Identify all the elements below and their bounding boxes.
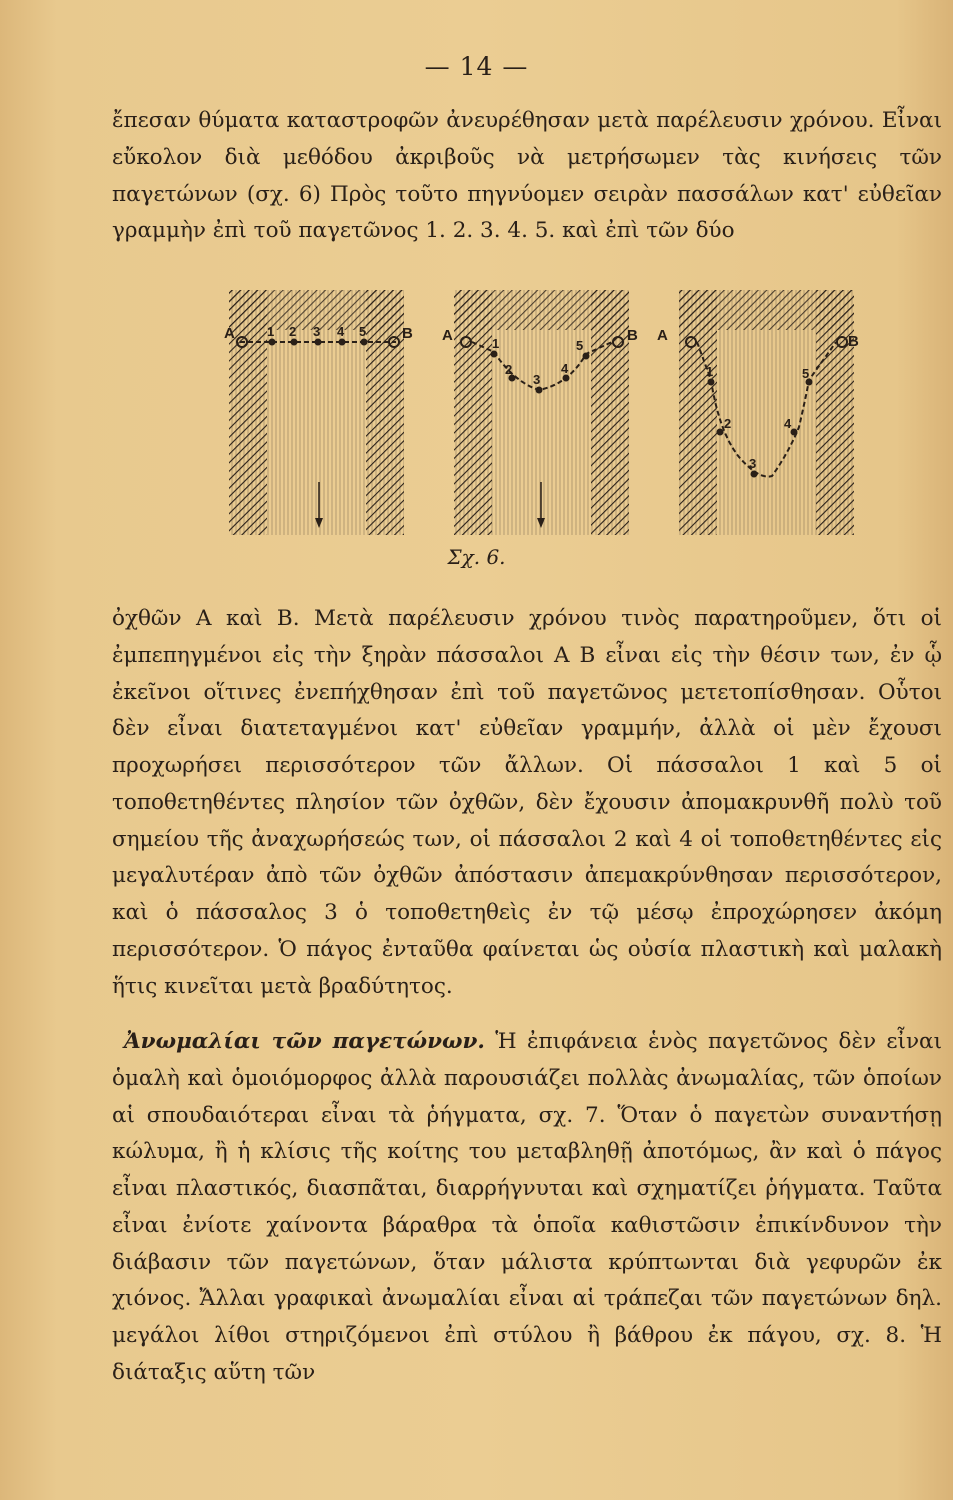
panel3-stake-5: 5: [802, 366, 810, 381]
panel2-stake-3: 3: [533, 372, 541, 387]
panel2-stake-2: 2: [505, 362, 513, 377]
paragraph-3: [112, 1024, 942, 1392]
panel3-bank-b: B: [848, 333, 859, 350]
panel2-stake-5: 5: [576, 338, 584, 353]
paragraph-1: ἔπεσαν θύματα καταστροφῶν ἀνευρέθησαν μετὰ παρέλευσιν χρόνου. Εἶναι εὔκολον διὰ μεθόδου ἀκριβοῦς νὰ μετρήσωμεν τὰς κινήσεις τῶν παγετώνων (σχ. 6) Πρὸς τοῦτο πηγνύομεν σειρὰν πασσάλων κατ' εὐθεῖαν γραμμὴν ἐπὶ τοῦ παγετῶνος 1. 2. 3. 4. 5. καὶ ἐπὶ τῶν δύο: [112, 108, 942, 244]
figure-panel-3: [679, 290, 854, 535]
paragraph-2: ὀχθῶν Α καὶ Β. Μετὰ παρέλευσιν χρόνου τινὸς παρατηροῦμεν, ὅτι οἱ ἐμπεπηγμένοι εἰς τὴν ξηρὰν πάσσαλοι Α Β εἶναι εἰς τὴν θέσιν των, ἐν ᾧ ἐκεῖνοι οἵτινες ἐνεπήχθησαν ἐπὶ τοῦ παγετῶνος μετετοπίσθησαν. Οὗτοι δὲν εἶναι διατεταγμένοι κατ' εὐθεῖαν γραμμήν, ἀλλὰ οἱ μὲν ἔχουσι προχωρήσει περισσότερον τῶν ἄλλων. Οἱ πάσσαλοι 1 καὶ 5 οἱ τοποθετηθέντες πλησίον τῶν ὀχθῶν, δὲν ἔχουσιν ἀπομακρυνθῆ πολὺ τοῦ σημείου τῆς ἀναχωρήσεώς των, οἱ πάσσαλοι 2 καὶ 4 οἱ τοποθετηθέντες εἰς μεγαλυτέραν ἀπὸ τῶν ὀχθῶν ἀπόστασιν ἀπεμακρύνθησαν περισσότερον, καὶ ὁ πάσσαλος 3 ὁ τοποθετηθεὶς ἐν τῷ μέσῳ ἐπροχώρησεν ἀκόμη περισσότερον. Ὁ πάγος ἐνταῦθα φαίνεται ὡς οὐσία πλαστικὴ καὶ μαλακὴ ἥτις κινεῖται μετὰ βραδύτητος.: [112, 606, 942, 999]
panel3-stake-3: 3: [749, 456, 757, 471]
panel2-bank-b: B: [627, 327, 638, 344]
panel1-stake-4: 4: [337, 324, 345, 339]
paragraph-3-body: Ἡ ἐπιφάνεια ἑνὸς παγετῶνος δὲν εἶναι ὁμαλὴ καὶ ὁμοιόμορφος ἀλλὰ παρουσιάζει πολλὰς ἀνωμαλίας, τῶν ὁποίων αἱ σπουδαιότεραι εἶναι τὰ ῥήγματα, σχ. 7. Ὅταν ὁ παγετὼν συναντήσῃ κώλυμα, ἢ ἡ κλίσις τῆς κοίτης του μεταβληθῇ ἀποτόμως, ἂν καὶ ὁ πάγος εἶναι πλαστικός, διασπᾶται, διαρρήγνυται καὶ σχηματίζει ῥήγματα. Ταῦτα εἶναι ἐνίοτε χαίνοντα βάραθρα τὰ ὁποῖα καθιστῶσιν ἐπικίνδυνον τὴν διάβασιν τῶν παγετώνων, ὅταν μάλιστα κρύπτωνται διὰ γεφυρῶν ἐκ χιόνος. Ἄλλαι γραφικαὶ ἀνωμαλίαι εἶναι αἱ τράπεζαι τῶν παγετώνων δηλ. μεγάλοι λίθοι στηριζόμενοι ἐπὶ στύλου ἢ βάθρου ἐκ πάγου, σχ. 8. Ἡ διάταξις αὕτη τῶν: [112, 1029, 942, 1385]
page-number: — 14 —: [424, 52, 529, 81]
panel3-stake-1: 1: [706, 364, 714, 379]
panel1-stake-5: 5: [359, 324, 367, 339]
panel1-bank-b: B: [402, 325, 413, 342]
panel1-stake-3: 3: [313, 324, 321, 339]
section-heading: Ἀνωμαλίαι τῶν παγετώνων.: [124, 1029, 485, 1054]
panel3-stake-4: 4: [784, 416, 792, 431]
panel2-bank-a: A: [442, 327, 453, 344]
panel1-bank-a: A: [224, 325, 235, 342]
panel2-stake-1: 1: [492, 336, 500, 351]
panel3-bank-a: A: [657, 327, 668, 344]
panel1-stake-1: 1: [267, 324, 275, 339]
figure-panel-2: [454, 290, 629, 535]
panel2-stake-4: 4: [561, 361, 569, 376]
panel3-stake-2: 2: [724, 416, 732, 431]
panel1-stake-2: 2: [289, 324, 297, 339]
figure-caption: Σχ. 6.: [447, 545, 506, 569]
glacier-motion-figure: [214, 282, 864, 542]
